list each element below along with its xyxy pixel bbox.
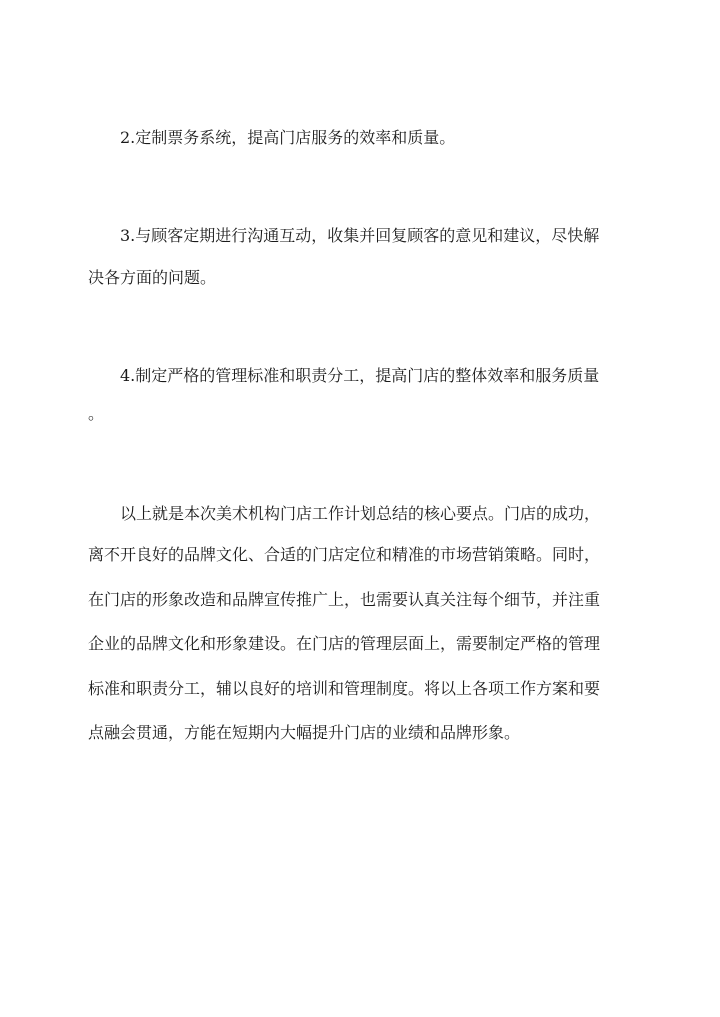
summary-paragraph (0, 504, 720, 524)
list-item-3 (0, 226, 720, 246)
summary-line-2: 离不开良好的品牌文化、合适的门店定位和精准的市场营销策略。同时， (88, 545, 601, 564)
list-item-3-continuation (0, 268, 720, 288)
summary-line-4-row (0, 634, 720, 654)
summary-line-6: 点融会贯通，方能在短期内大幅提升门店的业绩和品牌形象。 (88, 723, 521, 742)
summary-line-3: 在门店的形象改造和品牌宣传推广上，也需要认真关注每个细节，并注重 (88, 590, 601, 609)
summary-line-4: 企业的品牌文化和形象建设。在门店的管理层面上，需要制定严格的管理 (88, 634, 601, 653)
summary-line-3-row (0, 590, 720, 610)
list-item-4-line-2: 。 (88, 404, 105, 423)
list-item-4-line-1: 4.制定严格的管理标准和职责分工，提高门店的整体效率和服务质量 (120, 366, 600, 385)
list-item-4-continuation (0, 404, 720, 424)
summary-line-1: 以上就是本次美术机构门店工作计划总结的核心要点。门店的成功， (120, 504, 601, 523)
list-item-2-line-1: 2.定制票务系统，提高门店服务的效率和质量。 (120, 128, 456, 147)
list-item-4 (0, 366, 720, 386)
list-item-3-line-2: 决各方面的问题。 (88, 268, 217, 287)
list-item-2 (0, 128, 720, 148)
summary-line-6-row (0, 723, 720, 743)
summary-line-2-row (0, 545, 720, 565)
summary-line-5-row (0, 679, 720, 699)
summary-line-5: 标准和职责分工，辅以良好的培训和管理制度。将以上各项工作方案和要 (88, 679, 601, 698)
list-item-3-line-1: 3.与顾客定期进行沟通互动，收集并回复顾客的意见和建议，尽快解 (120, 226, 600, 245)
